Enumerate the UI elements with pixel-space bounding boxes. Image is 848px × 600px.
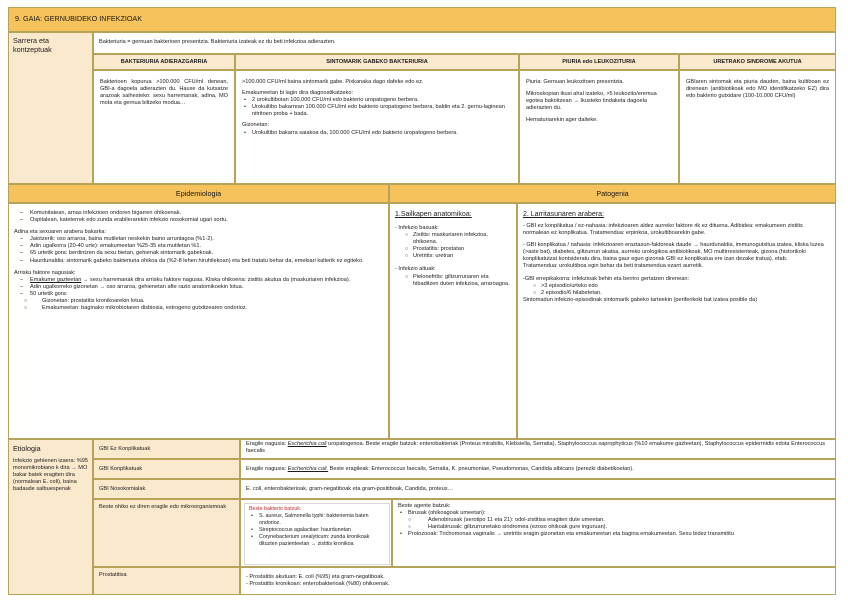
document-page <box>8 7 836 595</box>
anatomic-title: 1.Sailkapen anatomikoa: <box>395 211 472 218</box>
asymptomatic-intro: >100.000 CFU/ml baina sintomarik gabe. Pixkanaka dago dafeke edo ez. <box>242 79 424 85</box>
epi-item: – Komunitatean, arnas infekzioen ondoren bigarren ohikoenak. <box>14 210 383 217</box>
concept-label: Sarrera eta kontzeptuak <box>8 32 93 184</box>
uncomplicated-label: GBI Ez Konplikatuak <box>93 439 240 459</box>
lower-item: ○ Uretritis: uretran <box>395 253 511 260</box>
other-agents-title: Beste agente batzuk: <box>398 503 451 509</box>
complicated-text: - GBI konplikatua / nahasia: infekzioaren eraztasun-faktoreak daude → haurdunaldia, immunogutxitua izatea, kliska luzea (>aste bat), diabetes, giltzurrun akatsa, aurreko urologikoa antibiotikoak, MO multirresistenteak, gizona (historikoki konplikatutzat kontsideratu dira, baina gaur egun gizonak GBI ez konplikatua ere izan dezake tratua), etab. <box>523 242 824 263</box>
epidemiology-body <box>8 203 389 439</box>
asymptomatic-text <box>235 70 519 184</box>
other-bacteria-item: • S. aureus, Salmonella typhi: bakteriemia baten ondorioz. <box>249 513 385 527</box>
main-agent: Escherichia coli <box>287 441 327 447</box>
upper-item: ○ Pielonefritis: giltzurrunaren eta hibaditzen duten infekzioa, arraroagoa. <box>395 274 511 288</box>
risk-young-women-text: → sexu harremanak dira arrisku faktore nagusia. Kliska ohikoena: zistitis akutua da (maskuriaren infekzioa). <box>82 276 351 283</box>
protozoa-item: • Protozooak: Trichomonas vaginalis → uretritis eragin gizonetan eta emakumeetan eta bagina emakumeetan. Sexu bidez transmititu <box>398 531 830 538</box>
col-header-urethral: URETRAKO SINDROME AKUTUA <box>679 54 836 70</box>
uncomplicated-etiology <box>240 439 836 459</box>
epidemiology-header: Epidemiologia <box>8 184 389 203</box>
col-header-asymptomatic: SINTOMARIK GABEKO BAKTERIURIA <box>235 54 519 70</box>
men-label: Gizonetan: <box>242 122 270 129</box>
women-label: Emakumeetan bi lagin dira diagnostikatzeko: <box>242 90 354 97</box>
recurrent-note: Sintomadun infekzio-episodioak sintomarik gabeko tarteekin (periferikoki bat izatea posible da) <box>523 296 758 303</box>
severity-classification <box>517 203 836 439</box>
prostatitis-etiology <box>240 567 836 595</box>
pyuria-microscopy: Mikroskopian ikusi ahal izateko, >5 leukozito/eremua egotea bakoitzean → Ikusteko tindaketa dagoela adierazten du. <box>526 91 657 112</box>
bacteriuria-definition: Bakteriuria = gernuan bakterioen presentzia. Bakteriuria izateak ez du beti infekzioa adierazten. <box>93 32 836 54</box>
recurrent-label: -GBI errepikakorra: infekzioak behin eta berriro gertatzen direnean: <box>523 275 690 282</box>
age-item: – Adin ugalkorra (20-40 urte): emakumeetan %25-35 eta mutiletan %1. <box>14 243 383 250</box>
risk-item: – 50 urtetik gora: <box>14 291 383 298</box>
risk-item: – Adin ugalkorreko gizonetan → oso arraroa, gehienetan afte razio anatomikoekin lotua. <box>14 284 383 291</box>
main-agent: Escherichia coli. <box>287 466 329 472</box>
page-title: 9. GAIA: GERNUBIDEKO INFEKZIOAK <box>8 7 836 32</box>
pyuria-text <box>519 70 679 184</box>
other-bacteria-title: Beste bakterio batzuk: <box>249 506 302 512</box>
pathogenesis-header: Patogenia <box>389 184 836 203</box>
recurrent-item: ○ >3 episodio/urteko edo <box>523 283 830 290</box>
rare-agents-label: Beste ohiko ez diren eragile edo mikroorganismoak <box>93 499 240 567</box>
epi-item: – Ospitalean, kateterrek edo zunda erabilerarekin infekzio nosokomial ugari sortu. <box>14 217 383 224</box>
complicated-etiology <box>240 459 836 479</box>
urethral-syndrome-text: GBIaren sintomak eta piuria dauden, baina kultiboan ez direnean (antibiotikoak edo MO identifikatzeko EZ) dira edo bakterio gutxidare (100-10.000 CFU/ml) <box>679 70 836 184</box>
complicated-label: GBI Konplikatuak <box>93 459 240 479</box>
severity-title: 2. Larritasunaren arabera: <box>523 211 604 218</box>
virus-label: • Birusak (ohikoagoak umeetan): <box>398 510 830 517</box>
prostatitis-item: - Prostatitis kronikoan: enterobakterioak (%80) ohikoenak. <box>246 581 390 588</box>
pyuria-hematuria: Hematuriarekin ager daiteke. <box>526 117 598 124</box>
other-bacteria-cell <box>240 499 392 567</box>
lower-item: ○ Zistitis: maskuriaren infekzioa, ohikoena. <box>395 232 511 246</box>
lower-label: - Infekzio baxuak: <box>395 225 439 231</box>
uncomplicated-text: - GBI ez konplikatua / ez-nahasia: infekzioaren aldez aurreko faktore rik ez dituena. Adibidea: emakumeen zistitis normalean ez konplikatua. Tratamendua: erpinkoa, urokultiboarekin gabe. <box>523 223 803 237</box>
etiology-note: Infekzio gehienen izaera: %95 monomikrobiano k dira → MO bakar batek eragiten dira (normalean E. coli), baina badaude salbuespenak <box>13 458 88 493</box>
risk-young-women: Emakume gazteetan <box>30 276 82 283</box>
other-bacteria-item: • Streptococcus agalactiae: haurdunetan <box>249 527 385 534</box>
prostatitis-label: Prostatitisa <box>93 567 240 595</box>
lead: Eragile nagusia: <box>246 466 287 472</box>
col-header-pyuria: PIURIA edo LEUKOZITURIA <box>519 54 679 70</box>
other-agents: Beste eragileak: Enterococcus faecalis, Serratia, K. pneumoniae, Pseudomonas, Candida albicans (perezki diabetikoetan). <box>329 466 634 472</box>
pyuria-definition: Piuria: Gernuan leukozitoen presentzia. <box>526 79 624 85</box>
upper-label: - Infekzio altuak: <box>395 266 436 273</box>
other-bacteria-box <box>244 503 390 565</box>
women-criterion: • 2 urokultibotan 100.000 CFU/ml edo bakterio uropatogeno berbera. <box>242 97 512 104</box>
prostatitis-item: - Prostatitis akutuan: E. coli (%95) eta gram-negatiboak. <box>246 574 385 580</box>
lead: Eragile nagusia: <box>246 441 287 447</box>
other-agents: uropatogenoa. Beste eragile batzuk: enterobakteriak (Proteus mirabilis, Klebsiella, Serratia), Staphylococcus saprophyticus (%10 emakume gazteetan), Staphylococcus epidermidis edota Enterococcus faecalis <box>246 441 825 455</box>
nosocomial-label: GBI Nosokomialak <box>93 479 240 499</box>
age-item: – Jaiotzerik: oso arraroa, baina mutiletan neskekin baino arruntagoa (%1-2). <box>14 236 383 243</box>
recurrent-item: ○ 2 episodio/6 hilabetetan. <box>523 290 830 297</box>
risk-item <box>14 277 383 284</box>
risk-label: Arrisku faktore nagusiak: <box>14 269 76 276</box>
women-criterion: • Urokultibo bakarrean 100.000 CFU/ml edo bakterio uropatogeno berbera, baldin eta 2. gernu-laginean nitritoen proba + bada. <box>242 104 512 118</box>
other-agents-cell <box>392 499 836 567</box>
virus-item: ○ Adenobirusak (serotipo 11 eta 21): odol-zistitisa eragiten dute umeetan. <box>398 517 830 524</box>
etiology-label-cell <box>8 439 93 595</box>
age-item: – Haurdunaldia: sintomarik gabeko bakteriuria ohikoa da (%2-8 lehen hiruhilekoan) eta beti tratatu behar da, emekiari kalterik ez egiteko. <box>14 258 383 265</box>
risk-subitem: ○ Emakumeetan: baginako mikrobiotaren disbiosia, estrogeno gutxitzearen ondorioz. <box>14 305 383 312</box>
risk-subitem: ○ Gizonetan: prostatitis kronikoarekin lotua. <box>14 298 383 305</box>
col-header-significant: BAKTERIURIA ADIERAZGARRIA <box>93 54 235 70</box>
etiology-label: Etiologia <box>13 444 41 453</box>
lower-item: ○ Prostatitis: prostatan <box>395 246 511 253</box>
virus-item: ○ Hantabirusak: giltzurrunetako sindromea (ezoso ohikoak gure inguruan). <box>398 524 830 531</box>
other-bacteria-item: • Corynebacterium urealyticum: zunda kronikoak dituzten pazienteetan → zistitis kronikoa <box>249 534 385 548</box>
complicated-treatment: Tratamendua: urokultiboa egin behar da beti tratamendua ezarri aurretik. <box>523 263 704 270</box>
nosocomial-etiology: E. coli, enterobakterioak, gram-negatiboak eta gram-positiboak, Candida, proteus… <box>240 479 836 499</box>
significant-bacteriuria-text: Bakterioen kopurua >100.000 CFU/ml denean, GBI-a dagoela adierazten du. Hauxe da kutsatze arazoak saihesteko: sexu harremanak, adina, MO mota eta gernua biltzeko modua… <box>93 70 235 184</box>
age-item: – 65 urtetik gora: berdintzen da sexu bietan, gehienak sintomarik gabekoak. <box>14 250 383 257</box>
anatomic-classification <box>389 203 517 439</box>
age-label: Adina eta sexuaren arabera bakarka: <box>14 229 107 236</box>
men-criterion: • Urokultibo bakarra saiakoa da, 100.000 CFU/ml edo bakterio uropatogeno berbera. <box>242 130 512 137</box>
